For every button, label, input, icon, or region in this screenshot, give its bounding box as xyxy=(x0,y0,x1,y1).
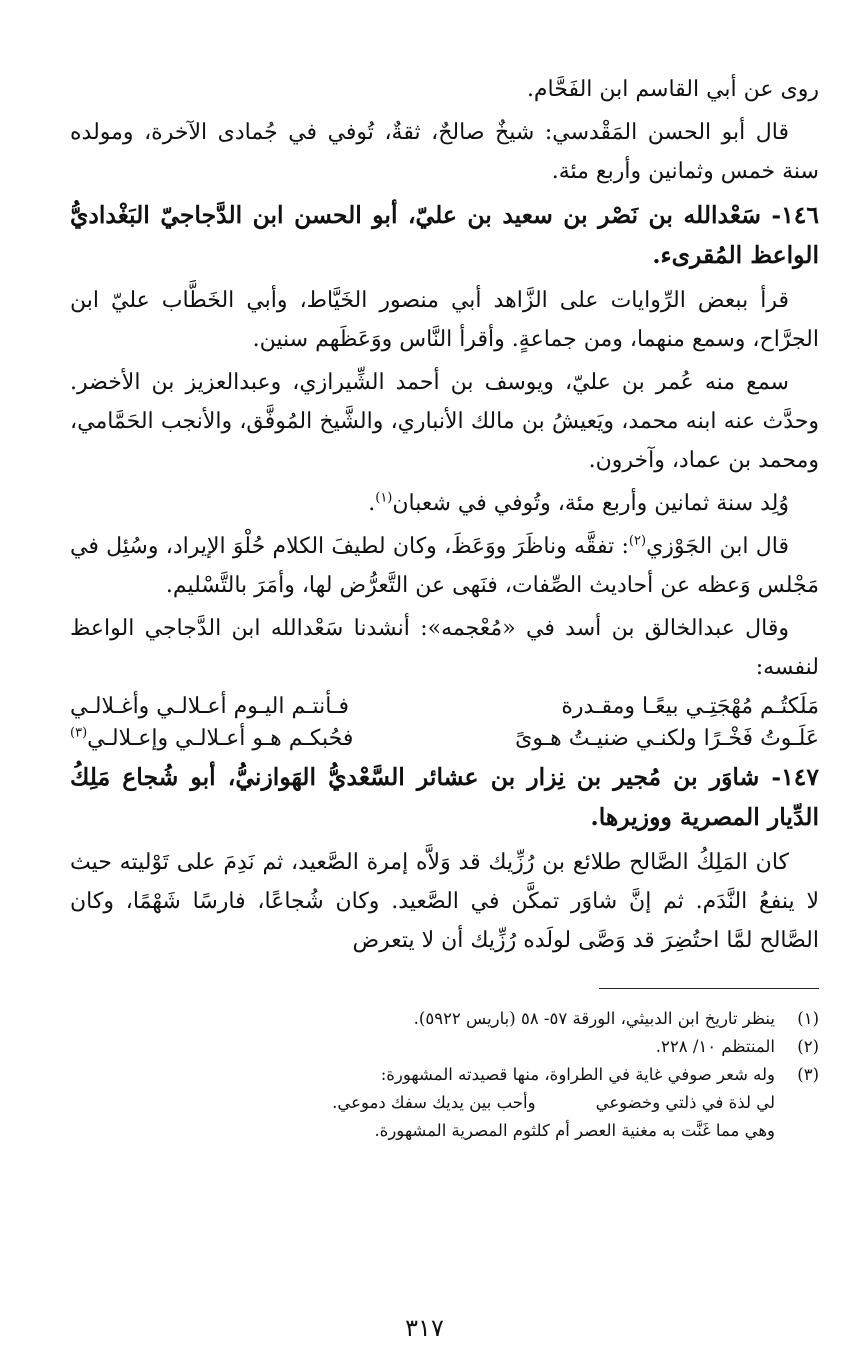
entry-146-abdulkhaliq: وقال عبدالخالق بن أسد في «مُعْجمه»: أنشدنا سَعْدالله ابن الدَّجاجي الواعظ لنفسه: xyxy=(70,616,819,680)
footnote-number: (٣) xyxy=(797,1065,819,1084)
footnote-text: ينظر تاريخ ابن الدبيثي، الورقة ٥٧- ٥٨ (باريس ٥٩٢٢). xyxy=(413,1009,775,1028)
footnote-separator xyxy=(599,988,819,989)
birth-death-text: وُلِد سنة ثمانين وأربع مئة، وتُوفي في شعبان xyxy=(392,491,789,516)
poem-line xyxy=(70,723,819,755)
footnote-text: وله شعر صوفي غاية في الطراوة، منها قصيدته المشهورة: xyxy=(380,1065,775,1084)
hemistich-right: عَلَـوتُ فَخْـرًا ولكنـي ضنيـتُ هـوىً xyxy=(515,726,819,751)
footnote-verse-left: وأحب بين يديك سفك دموعي. xyxy=(332,1093,536,1112)
hemistich-right: مَلَكتُـم مُهْجَتِـي بيعًـا ومقـدرة xyxy=(561,694,819,719)
poem xyxy=(70,691,819,755)
ibn-jawzi-intro: قال ابن الجَوْزي xyxy=(646,534,790,559)
footnote-verse xyxy=(70,1089,775,1117)
footnote-tail: وهي مما غَنَّت به مغنية العصر أم كلثوم المصرية المشهورة. xyxy=(374,1121,775,1140)
paragraph-narration: روى عن أبي القاسم ابن الفَحَّام. xyxy=(526,77,819,102)
page-number: ٣١٧ xyxy=(405,1314,444,1342)
entry-146-birth-death: وُلِد سنة ثمانين وأربع مئة، وتُوفي في شعبان$^{(١)}$. xyxy=(368,490,789,516)
hemistich-left xyxy=(70,723,353,755)
entry-146-paragraph-1: قرأ ببعض الرِّوايات على الزَّاهد أبي منصور الخَيَّاط، وأبي الخَطَّاب عليّ ابن الجرَّاح، وسمع منهما، ومن جماعةٍ. وأقرأ النَّاس ووَعَظَهم سنين. xyxy=(70,288,819,352)
footnote-verse-right: لي لذة في ذلتي وخضوعي xyxy=(595,1093,775,1112)
entry-146-paragraph-2: سمع منه عُمر بن عليّ، ويوسف بن أحمد الشِّيرازي، وعبدالعزيز بن الأخضر. وحدَّث عنه ابنه محمد، ويَعيشُ بن مالك الأنباري، والشَّيخ المُوفَّق، والأنجب الحَمَّامي، ومحمد بن عماد، وآخرون. xyxy=(70,370,819,473)
entry-147-heading: ١٤٧- شاوَر بن مُجير بن نِزار بن عشائر السَّعْديُّ الهَوازنيُّ، أبو شُجاع مَلِكُ الدِّيار المصرية ووزيرها. xyxy=(70,763,819,831)
entry-146-ibn-jawzi xyxy=(70,527,819,605)
hemistich-left: فـأنتـم اليـوم أعـلالـي وأغـلالـي xyxy=(70,694,349,719)
footnote-ref-1: (١) xyxy=(375,490,393,506)
paragraph-maqdisi: قال أبو الحسن المَقْدسي: شيخٌ صالحٌ، ثقةٌ، تُوفي في جُمادى الآخرة، ومولده سنة خمس وثمانين وأربع مئة. xyxy=(70,120,819,184)
footnote-ref-2: (٢) xyxy=(628,533,647,549)
footnote-text: المنتظم ١٠/ ٢٢٨. xyxy=(655,1037,775,1056)
footnote-number: (١) xyxy=(797,1009,819,1028)
footnote-ref-3: (٣) xyxy=(70,725,88,741)
entry-147-paragraph: كان المَلِكُ الصَّالح طلائع بن رُزِّيك قد وَلاَّه إمرة الصَّعيد، ثم نَدِمَ على تَوْليته حيث لا ينفعُ النَّدَم. ثم إنَّ شاوَر تمكَّن في الصَّعيد. وكان شُجاعًا، فارسًا شَهْمًا، وكان الصَّالح لمَّا احتُضِرَ قد وَصَّى لولَده رُزِّيك أن لا يتعرض xyxy=(70,850,819,953)
poem-line xyxy=(70,691,819,723)
footnote-1 xyxy=(70,1005,819,1033)
hemistich-left-text: فحُبكـم هـو أعـلالـي وإعـلالـي xyxy=(87,726,354,751)
footnote-3 xyxy=(70,1061,819,1145)
ibn-jawzi-quote: : تفقَّه وناظَرَ ووَعَظَ، وكان لطيفَ الكلام حُلْوَ الإيراد، وسُئِل في مَجْلس وَعظه عن أحاديث الصِّفات، فنَهى عن التَّعرُّض لها، وأمَرَ بالتَّسْليم. xyxy=(70,534,819,598)
entry-146-heading: ١٤٦- سَعْدالله بن نَصْر بن سعيد بن عليّ، أبو الحسن ابن الدَّجاجيّ البَغْداديُّ الواعظ المُقرىء. xyxy=(70,201,819,269)
main-text xyxy=(70,70,819,960)
footnotes xyxy=(70,1005,819,1145)
footnote-number: (٢) xyxy=(797,1037,819,1056)
book-page xyxy=(70,70,819,1312)
footnote-2 xyxy=(70,1033,819,1061)
footnote-body xyxy=(70,1061,775,1145)
